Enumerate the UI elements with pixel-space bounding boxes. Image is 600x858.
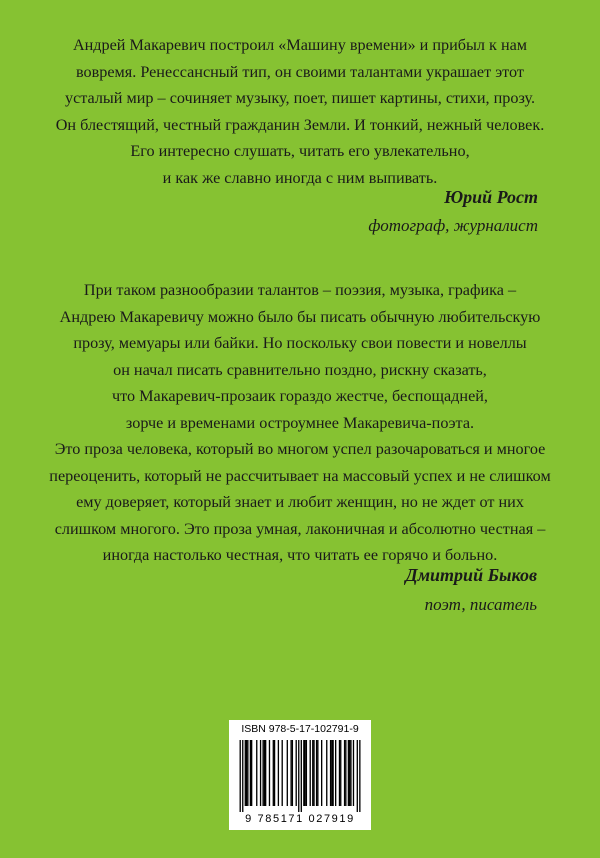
barcode-bar xyxy=(349,740,350,806)
barcode-bar xyxy=(301,740,302,812)
barcode-bar xyxy=(303,740,304,806)
barcode-bar xyxy=(245,740,246,806)
quote-line: и как же славно иногда с ним выпивать. xyxy=(162,168,438,187)
barcode-icon xyxy=(237,740,363,812)
barcode-bar xyxy=(240,740,241,812)
ean-digits: 9 785171 027919 xyxy=(245,813,355,825)
barcode-bar xyxy=(296,740,297,806)
barcode-bar xyxy=(262,740,263,806)
barcode-bar xyxy=(265,740,266,806)
quote-line: Он блестящий, честный гражданин Земли. И тонкий, нежный человек. xyxy=(55,115,545,134)
quote-line: слишком многого. Это проза умная, лаконичная и абсолютно честная – xyxy=(54,519,546,538)
barcode-bar xyxy=(292,740,293,806)
barcode-bar xyxy=(331,740,332,806)
quote-line: При таком разнообразии талантов – поэзия, музыка, графика – xyxy=(83,281,517,299)
barcode-bar xyxy=(278,740,279,806)
barcode-bar xyxy=(306,740,307,806)
quote-1-author: Юрий Рост xyxy=(444,187,538,207)
quote-2-author-role: поэт, писатель xyxy=(424,595,537,614)
barcode-bar xyxy=(269,740,270,806)
quote-line: что Макаревич-прозаик гораздо жестче, беспощадней, xyxy=(112,387,488,405)
barcode-bar xyxy=(274,740,275,806)
barcode-bar xyxy=(332,740,333,806)
barcode-bar xyxy=(247,740,248,806)
quote-line: Андрею Макаревичу можно было бы писать обычную любительскую xyxy=(59,307,541,326)
barcode-bar xyxy=(321,740,322,806)
barcode-bar xyxy=(316,740,317,806)
barcode-bar xyxy=(357,740,358,812)
barcode-bar xyxy=(242,740,243,812)
barcode-bar xyxy=(282,740,283,806)
barcode-bar xyxy=(313,740,314,806)
quote-line: вовремя. Ренессансный тип, он своими талантами украшает этот xyxy=(75,62,525,81)
barcode-bar xyxy=(359,740,360,812)
quote-line: иногда настолько честная, что читать ее горячо и больно. xyxy=(102,546,498,564)
barcode-bar xyxy=(345,740,346,806)
quote-line: Это проза человека, который во многом успел разочароваться и многое xyxy=(54,440,546,458)
quote-line: Андрей Макаревич построил «Машину времени» и прибыл к нам xyxy=(72,36,528,54)
quote-line: зорче и временами остроумнее Макаревича-поэта. xyxy=(125,413,475,432)
barcode-bar xyxy=(335,740,336,806)
barcode-bar xyxy=(260,740,261,806)
barcode-bar xyxy=(264,740,265,806)
barcode-bar xyxy=(348,740,349,806)
quote-2-author: Дмитрий Быков xyxy=(405,565,537,585)
barcode-bar xyxy=(251,740,252,806)
barcode-bar xyxy=(290,740,291,806)
quote-line: Его интересно слушать, читать его увлекательно, xyxy=(130,142,470,160)
barcode-bar xyxy=(344,740,345,806)
barcode-bar xyxy=(310,740,311,806)
barcode-bar xyxy=(330,740,331,806)
quote-line: прозу, мемуары или байки. Но поскольку свои повести и новеллы xyxy=(73,334,527,352)
barcode-bar xyxy=(298,740,299,812)
barcode-bar xyxy=(273,740,274,806)
quote-line: ему доверяет, который знает и любит женщин, но не ждет от них xyxy=(76,493,524,511)
barcode-bar xyxy=(250,740,251,806)
barcode-bar xyxy=(287,740,288,806)
barcode-bar xyxy=(256,740,257,806)
barcode-bar xyxy=(317,740,318,806)
barcode-bar xyxy=(339,740,340,806)
barcode-bar xyxy=(246,740,247,806)
quote-1-author-role: фотограф, журналист xyxy=(368,216,538,235)
barcode-bar xyxy=(350,740,351,806)
isbn-label: ISBN 978-5-17-102791-9 xyxy=(241,723,359,735)
barcode-bar xyxy=(312,740,313,806)
barcode-bar xyxy=(304,740,305,806)
quote-line: усталый мир – сочиняет музыку, поет, пишет картины, стихи, прозу. xyxy=(64,89,536,107)
barcode-bar xyxy=(340,740,341,806)
barcode-bar xyxy=(326,740,327,806)
barcode-bar xyxy=(353,740,354,806)
quote-1-text xyxy=(40,32,560,191)
quote-line: он начал писать сравнительно поздно, рискну сказать, xyxy=(113,360,487,379)
quote-line: переоценить, который не рассчитывает на массовый успех и не слишком xyxy=(49,466,551,485)
barcode-panel xyxy=(229,720,371,830)
quote-2-text xyxy=(40,277,560,569)
